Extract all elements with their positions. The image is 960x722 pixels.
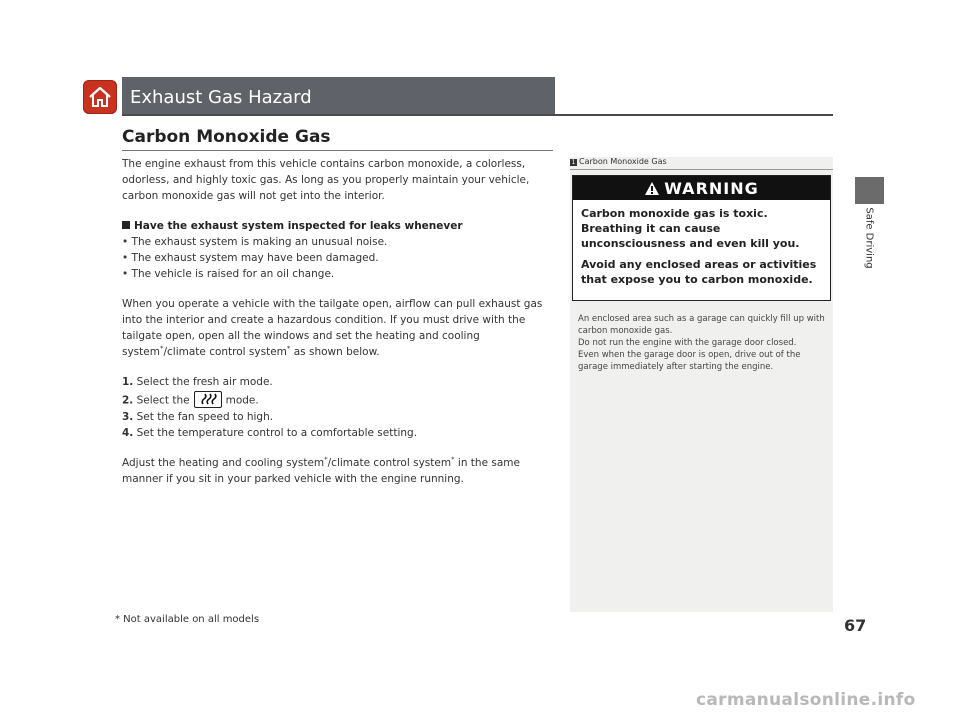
reference-arrow-icon: 1 xyxy=(571,159,576,166)
panel-note: An enclosed area such as a garage can quickly fill up with carbon monoxide gas. Do not run the engine with the garage door closed. Even when the garage door is open, drive out of the garage immediately after starting the engine. xyxy=(578,314,825,372)
intro-paragraph: The engine exhaust from this vehicle contains carbon monoxide, a colorless, odorless, and highly toxic gas. As long as you properly maintain your vehicle, carbon monoxide gas will not get into the interior. xyxy=(122,158,530,202)
footnote: * Not available on all models xyxy=(115,614,260,625)
inspect-heading: Have the exhaust system inspected for leaks whenever xyxy=(122,218,554,234)
panel-heading: 1 Carbon Monoxide Gas xyxy=(570,157,833,170)
main-text-column xyxy=(122,156,554,487)
warning-triangle-icon xyxy=(644,181,660,196)
tailgate-paragraph: When you operate a vehicle with the tailgate open, airflow can pull exhaust gas into the interior and create a hazardous condition. If you must drive with the tailgate open, open all the windows and set the heating and cooling system*/climate control system* as shown below. xyxy=(122,298,543,358)
section-title: Carbon Monoxide Gas xyxy=(122,127,331,147)
list-item: • The exhaust system may have been damaged. xyxy=(122,252,379,264)
side-note-panel xyxy=(570,157,833,612)
home-icon xyxy=(88,86,112,108)
side-tab-label: Safe Driving xyxy=(863,207,875,269)
title-divider xyxy=(122,114,833,116)
warning-box xyxy=(572,175,831,301)
step-item: 3. Set the fan speed to high. xyxy=(122,411,274,423)
side-tab-marker[interactable] xyxy=(855,177,884,204)
warning-text: Carbon monoxide gas is toxic. Breathing it can cause unconsciousness and even kill you. xyxy=(581,207,800,250)
section-divider xyxy=(122,150,553,151)
list-item: • The exhaust system is making an unusual noise. xyxy=(122,236,388,248)
adjust-paragraph: Adjust the heating and cooling system*/climate control system* in the same manner if you sit in your parked vehicle with the engine running. xyxy=(122,455,520,485)
home-button[interactable] xyxy=(83,80,117,114)
square-bullet-icon xyxy=(122,221,130,229)
warning-body xyxy=(573,200,830,299)
step-item: 4. Set the temperature control to a comfortable setting. xyxy=(122,427,418,439)
warning-text: Avoid any enclosed areas or activities that expose you to carbon monoxide. xyxy=(581,258,817,286)
watermark: carmanualsonline.info xyxy=(696,690,916,710)
list-item: • The vehicle is raised for an oil change. xyxy=(122,268,335,280)
chapter-title: Exhaust Gas Hazard xyxy=(130,87,312,108)
warning-header xyxy=(573,176,830,200)
step-item: 2. Select the mode. xyxy=(122,392,554,409)
page-number: 67 xyxy=(844,616,867,635)
warning-label: WARNING xyxy=(664,178,759,198)
chapter-title-bar xyxy=(122,77,555,115)
step-item: 1. Select the fresh air mode. xyxy=(122,376,273,388)
windshield-defrost-mode-icon xyxy=(194,391,222,408)
